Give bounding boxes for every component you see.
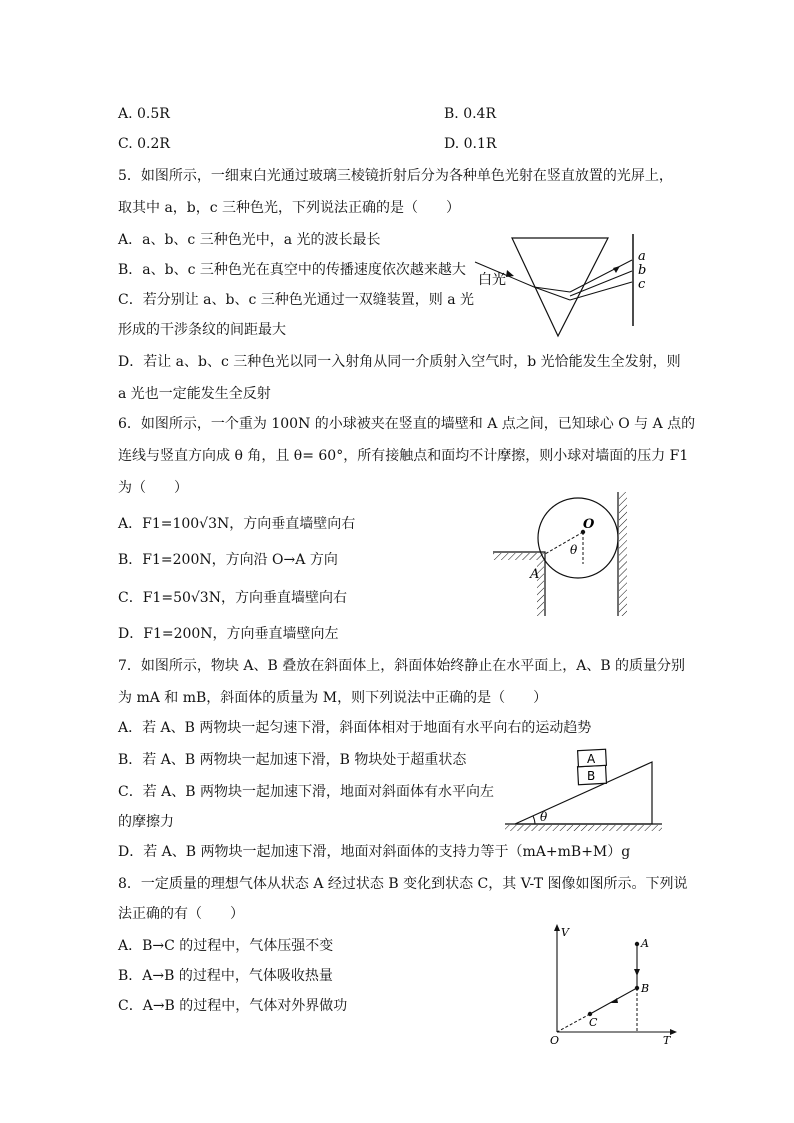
q8-option-a: A．B→C 的过程中，气体压强不变 [118,938,334,954]
ray-b [570,271,632,296]
center-label: O [583,517,595,532]
q5-option-c-line-1: C．若分别让 a、b、c 三种色光通过一双缝装置，则 a 光 [118,292,475,308]
ray-a [570,260,632,292]
q7-stem-line-1: 7．如图所示，物块 A、B 叠放在斜面体上，斜面体始终静止在水平面上，A、B 的质量分别 [118,658,686,674]
q7-incline-figure [500,742,670,834]
q6-option-c: C．F1=50√3N，方向垂直墙壁向右 [118,590,347,606]
q8-option-b: B．A→B 的过程中，气体吸收热量 [118,968,333,984]
q4-option-b: B. 0.4R [444,106,496,122]
white-light-label: 白光 [478,272,506,288]
point-b-label: B [641,982,650,995]
q5-option-d-line-1: D．若让 a、b、c 三种色光以同一入射角从同一介质射入空气时，b 光恰能发生全发射，则 [118,354,681,370]
q5-option-d-line-2: a 光也一定能发生全反射 [118,386,271,402]
point-b [635,986,639,990]
block-b-label: B [587,769,596,783]
ray-b-label: b [638,263,647,278]
q7-option-a: A．若 A、B 两物块一起匀速下滑，斜面体相对于地面有水平向右的运动趋势 [118,720,592,736]
q4-option-d: D. 0.1R [444,136,497,152]
point-c-label: C [589,1016,598,1029]
q5-prism-figure [470,230,670,340]
ball [538,498,618,578]
origin-label: O [550,1034,560,1047]
q7-stem-line-2: 为 mA 和 mB，斜面体的质量为 M，则下列说法中正确的是（ ） [118,690,548,706]
q5-option-b: B．a、b、c 三种色光在真空中的传播速度依次越来越大 [118,262,466,278]
q4-option-a: A. 0.5R [118,106,170,122]
q6-option-d: D．F1=200N，方向垂直墙壁向左 [118,626,339,642]
q7-option-b: B．若 A、B 两物块一起加速下滑，B 物块处于超重状态 [118,752,467,768]
point-a [635,942,639,946]
q6-ball-figure [488,488,638,620]
theta-label: θ [570,543,578,557]
q6-stem-line-2: 连线与竖直方向成 θ 角，且 θ= 60°，所有接触点和面均不计摩擦，则小球对墙面的压力 F1 [118,448,689,464]
q6-stem-line-3: 为（ ） [118,480,188,496]
q5-option-c-line-2: 形成的干涉条纹的间距最大 [118,322,286,338]
point-a-label: A [530,567,540,582]
q8-stem-line-1: 8．一定质量的理想气体从状态 A 经过状态 B 变化到状态 C，其 V-T 图像如图所示。下列说 [118,876,688,892]
point-a-label: A [641,937,649,950]
ray-a-label: a [638,249,646,264]
q6-option-b: B．F1=200N，方向沿 O→A 方向 [118,552,338,568]
q8-stem-line-2: 法正确的有（ ） [118,906,244,922]
q7-option-c-line-2: 的摩擦力 [118,814,174,830]
q7-option-c-line-1: C．若 A、B 两物块一起加速下滑，地面对斜面体有水平向左 [118,784,495,800]
q5-option-a: A．a、b、c 三种色光中，a 光的波长最长 [118,232,381,248]
q4-option-c: C. 0.2R [118,136,170,152]
q7-option-d: D．若 A、B 两物块一起加速下滑，地面对斜面体的支持力等于（mA+mB+M）g [118,844,631,860]
ray-c-label: c [638,277,646,292]
ray-c [570,282,632,300]
q5-stem-line-1: 5．如图所示，一细束白光通过玻璃三棱镜折射后分为各种单色光射在竖直放置的光屏上， [118,168,673,184]
v-axis-label: V [561,926,569,939]
q5-stem-line-2: 取其中 a，b，c 三种色光，下列说法正确的是（ ） [118,200,461,216]
q8-option-c: C．A→B 的过程中，气体对外界做功 [118,998,348,1014]
q6-option-a: A．F1=100√3N，方向垂直墙壁向右 [118,516,356,532]
q8-vt-graph [545,922,680,1048]
angle-label: θ [540,810,548,824]
block-a-label: A [587,752,596,766]
t-axis-label: T [663,1034,671,1047]
q6-stem-line-1: 6．如图所示，一个重为 100N 的小球被夹在竖直的墙壁和 A 点之间，已知球心 O 与 A 点的 [118,416,696,432]
